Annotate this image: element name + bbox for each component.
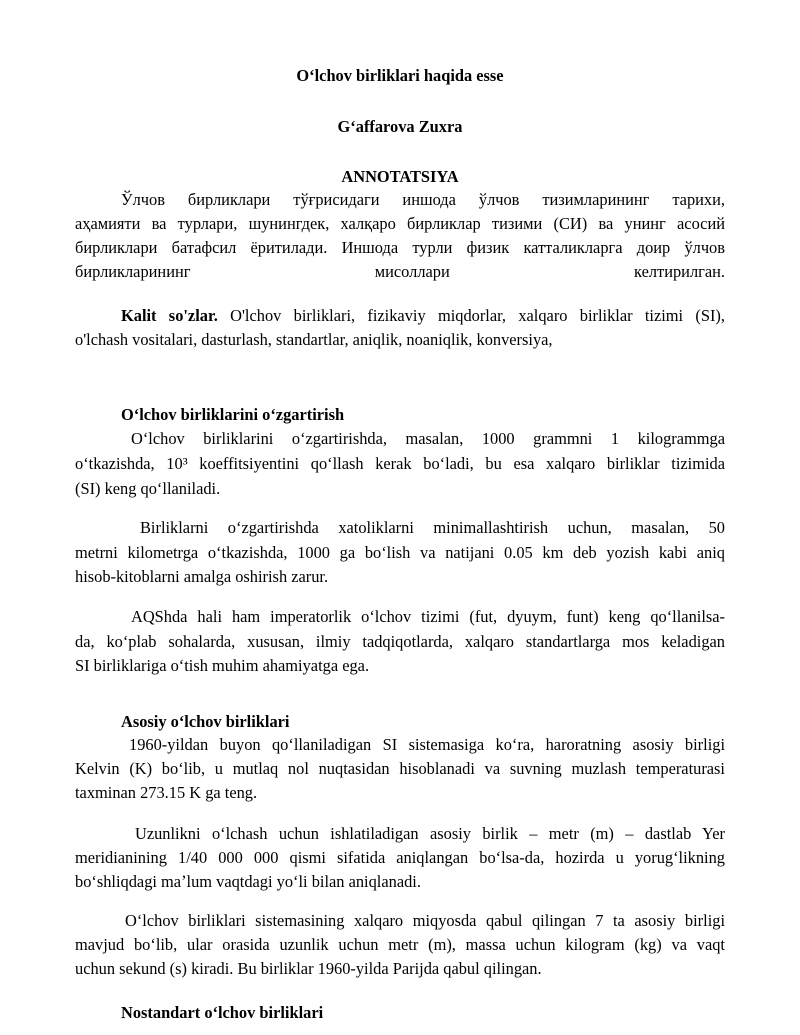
paragraph-line: boʻshliqdagi maʼlum vaqtdagi yoʻli bilan aniqlanadi. [75,872,421,891]
paragraph-line: hisob-kitoblarni amalga oshirish zarur. [75,567,329,586]
paragraph-line: (SI) keng qoʻllaniladi. [75,479,221,498]
paragraph-line: metrni kilometrga oʻtkazishda, 1000 ga boʻlish va natijani 0.05 km deb yozish kabi aniq [75,543,725,562]
document-title: Oʻlchov birliklari haqida esse [296,66,504,85]
paragraph-line: Kelvin (K) boʻlib, u mutlaq nol nuqtasidan hisoblanadi va suvning muzlash temperaturasi [75,759,725,778]
paragraph-line: Oʻlchov birliklari sistemasining xalqaro miqyosda qabul qilingan 7 ta asosiy birligi [125,911,725,930]
keywords-line: o'lchash vositalari, dasturlash, standartlar, aniqlik, noaniqlik, konversiya, [75,330,553,349]
keywords-label: Kalit so'zlar. [121,306,218,325]
annotation-line: бирликларининг мисоллари келтирилган. [75,262,725,281]
annotation-heading: ANNOTATSIYA [341,167,459,186]
annotation-line: бирликлари батафсил ёритилади. Иншода турли физик катталикларга доир ўлчов [75,238,725,257]
paragraph-line: SI birliklariga oʻtish muhim ahamiyatga ega. [75,656,370,675]
author-name: Gʻaffarova Zuxra [337,117,463,136]
annotation-line: аҳамияти ва турлари, шунингдек, халқаро бирликлар тизими (СИ) ва унинг асосий [75,214,725,233]
paragraph-line: Uzunlikni oʻlchash uchun ishlatiladigan asosiy birlik – metr (m) – dastlab Yer [135,824,725,843]
annotation-line: Ўлчов бирликлари тўғрисидаги иншода ўлчов тизимларининг тарихи, [121,190,725,209]
paragraph-line: Oʻlchov birliklarini oʻzgartirishda, masalan, 1000 grammni 1 kilogrammga [131,429,725,448]
paragraph-line: AQShda hali ham imperatorlik oʻlchov tizimi (fut, dyuym, funt) keng qoʻllanilsa- [131,607,725,626]
paragraph-line: 1960-yildan buyon qoʻllaniladigan SI sistemasiga koʻra, haroratning asosiy birligi [129,735,725,754]
section-heading: Asosiy oʻlchov birliklari [121,712,290,731]
keywords-line [121,306,725,326]
paragraph-line: mavjud boʻlib, ular orasida uzunlik uchun metr (m), massa uchun kilogram (kg) va vaqt [75,935,725,954]
section-heading: Nostandart oʻlchov birliklari [121,1003,324,1022]
paragraph-line: uchun sekund (s) kiradi. Bu birliklar 1960-yilda Parijda qabul qilingan. [75,959,542,978]
paragraph-line: meridianining 1/40 000 000 qismi sifatida aniqlangan boʻlsa-da, hozirda u yorugʻlikning [75,848,725,867]
paragraph-line: da, koʻplab sohalarda, xususan, ilmiy tadqiqotlarda, xalqaro standartlarga mos keladigan [75,632,725,651]
paragraph-line: Birliklarni oʻzgartirishda xatoliklarni minimallashtirish uchun, masalan, 50 [140,518,725,537]
section-heading: Oʻlchov birliklarini oʻzgartirish [121,405,345,424]
paragraph-line: taxminan 273.15 K ga teng. [75,783,258,802]
paragraph-line: oʻtkazishda, 10³ koeffitsiyentini qoʻllash kerak boʻladi, bu esa xalqaro birliklar tizimida [75,454,725,473]
keywords-text: O'lchov birliklari, fizikaviy miqdorlar, xalqaro birliklar tizimi (SI), [217,306,725,325]
